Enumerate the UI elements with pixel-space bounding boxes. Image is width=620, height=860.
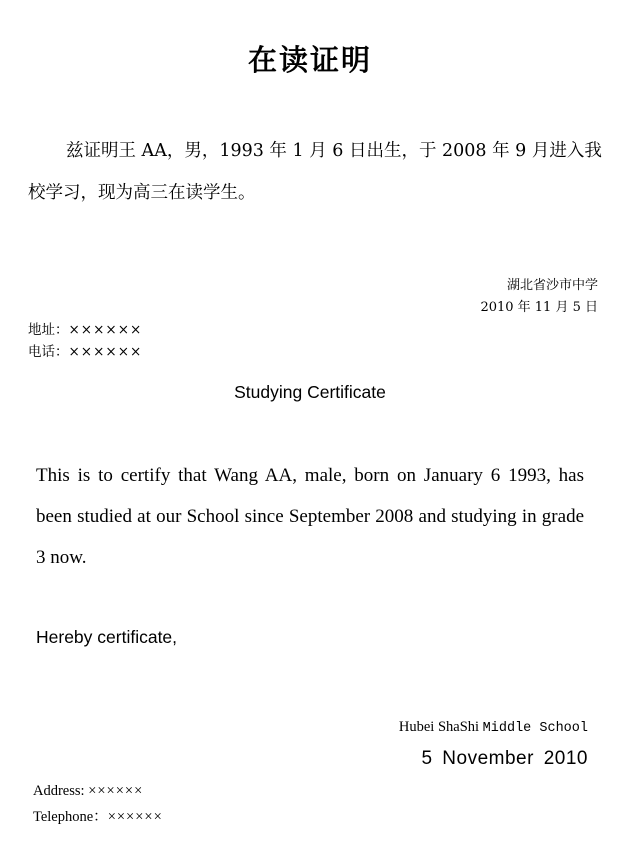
address-line-chinese	[28, 318, 142, 338]
document-title-chinese: 在读证明	[247, 43, 372, 77]
telephone-value-chinese: ××××××	[68, 344, 143, 360]
issue-date-english: 5 November 2010	[421, 748, 588, 769]
school-name-english	[399, 719, 588, 736]
telephone-label-english: Telephone：	[33, 809, 108, 825]
address-label-chinese: 地址：	[28, 322, 69, 338]
certificate-body-english: This is to certify that Wang AA, male, born on January 6 1993, has been studied at our School since September 2008 and studying in grade 3 now.	[36, 465, 584, 568]
school-name-part-2: Middle School	[482, 721, 588, 736]
certificate-body-chinese	[28, 130, 603, 214]
address-value-english: ××××××	[88, 783, 144, 799]
school-name-part-1: Hubei ShaShi	[398, 719, 483, 735]
document-title-english: Studying Certificate	[234, 382, 386, 402]
school-name-chinese: 湖北省沙市中学	[506, 278, 598, 293]
issue-date-chinese: 2010 年 11 月 5 日	[480, 300, 598, 315]
telephone-line-chinese	[28, 340, 142, 360]
telephone-label-chinese: 电话：	[28, 344, 69, 360]
address-label-english: Address:	[33, 783, 85, 799]
closing-line-english: Hereby certificate,	[36, 627, 178, 647]
address-line-english	[33, 783, 143, 800]
certificate-text-chinese: 兹证明王 AA，男，1993 年 1 月 6 日出生，于 2008 年 9 月进入我校学习，现为高三在读学生。	[28, 141, 602, 203]
address-value-chinese: ××××××	[68, 322, 143, 338]
telephone-line-english	[33, 805, 163, 826]
telephone-value-english: ××××××	[107, 809, 163, 825]
